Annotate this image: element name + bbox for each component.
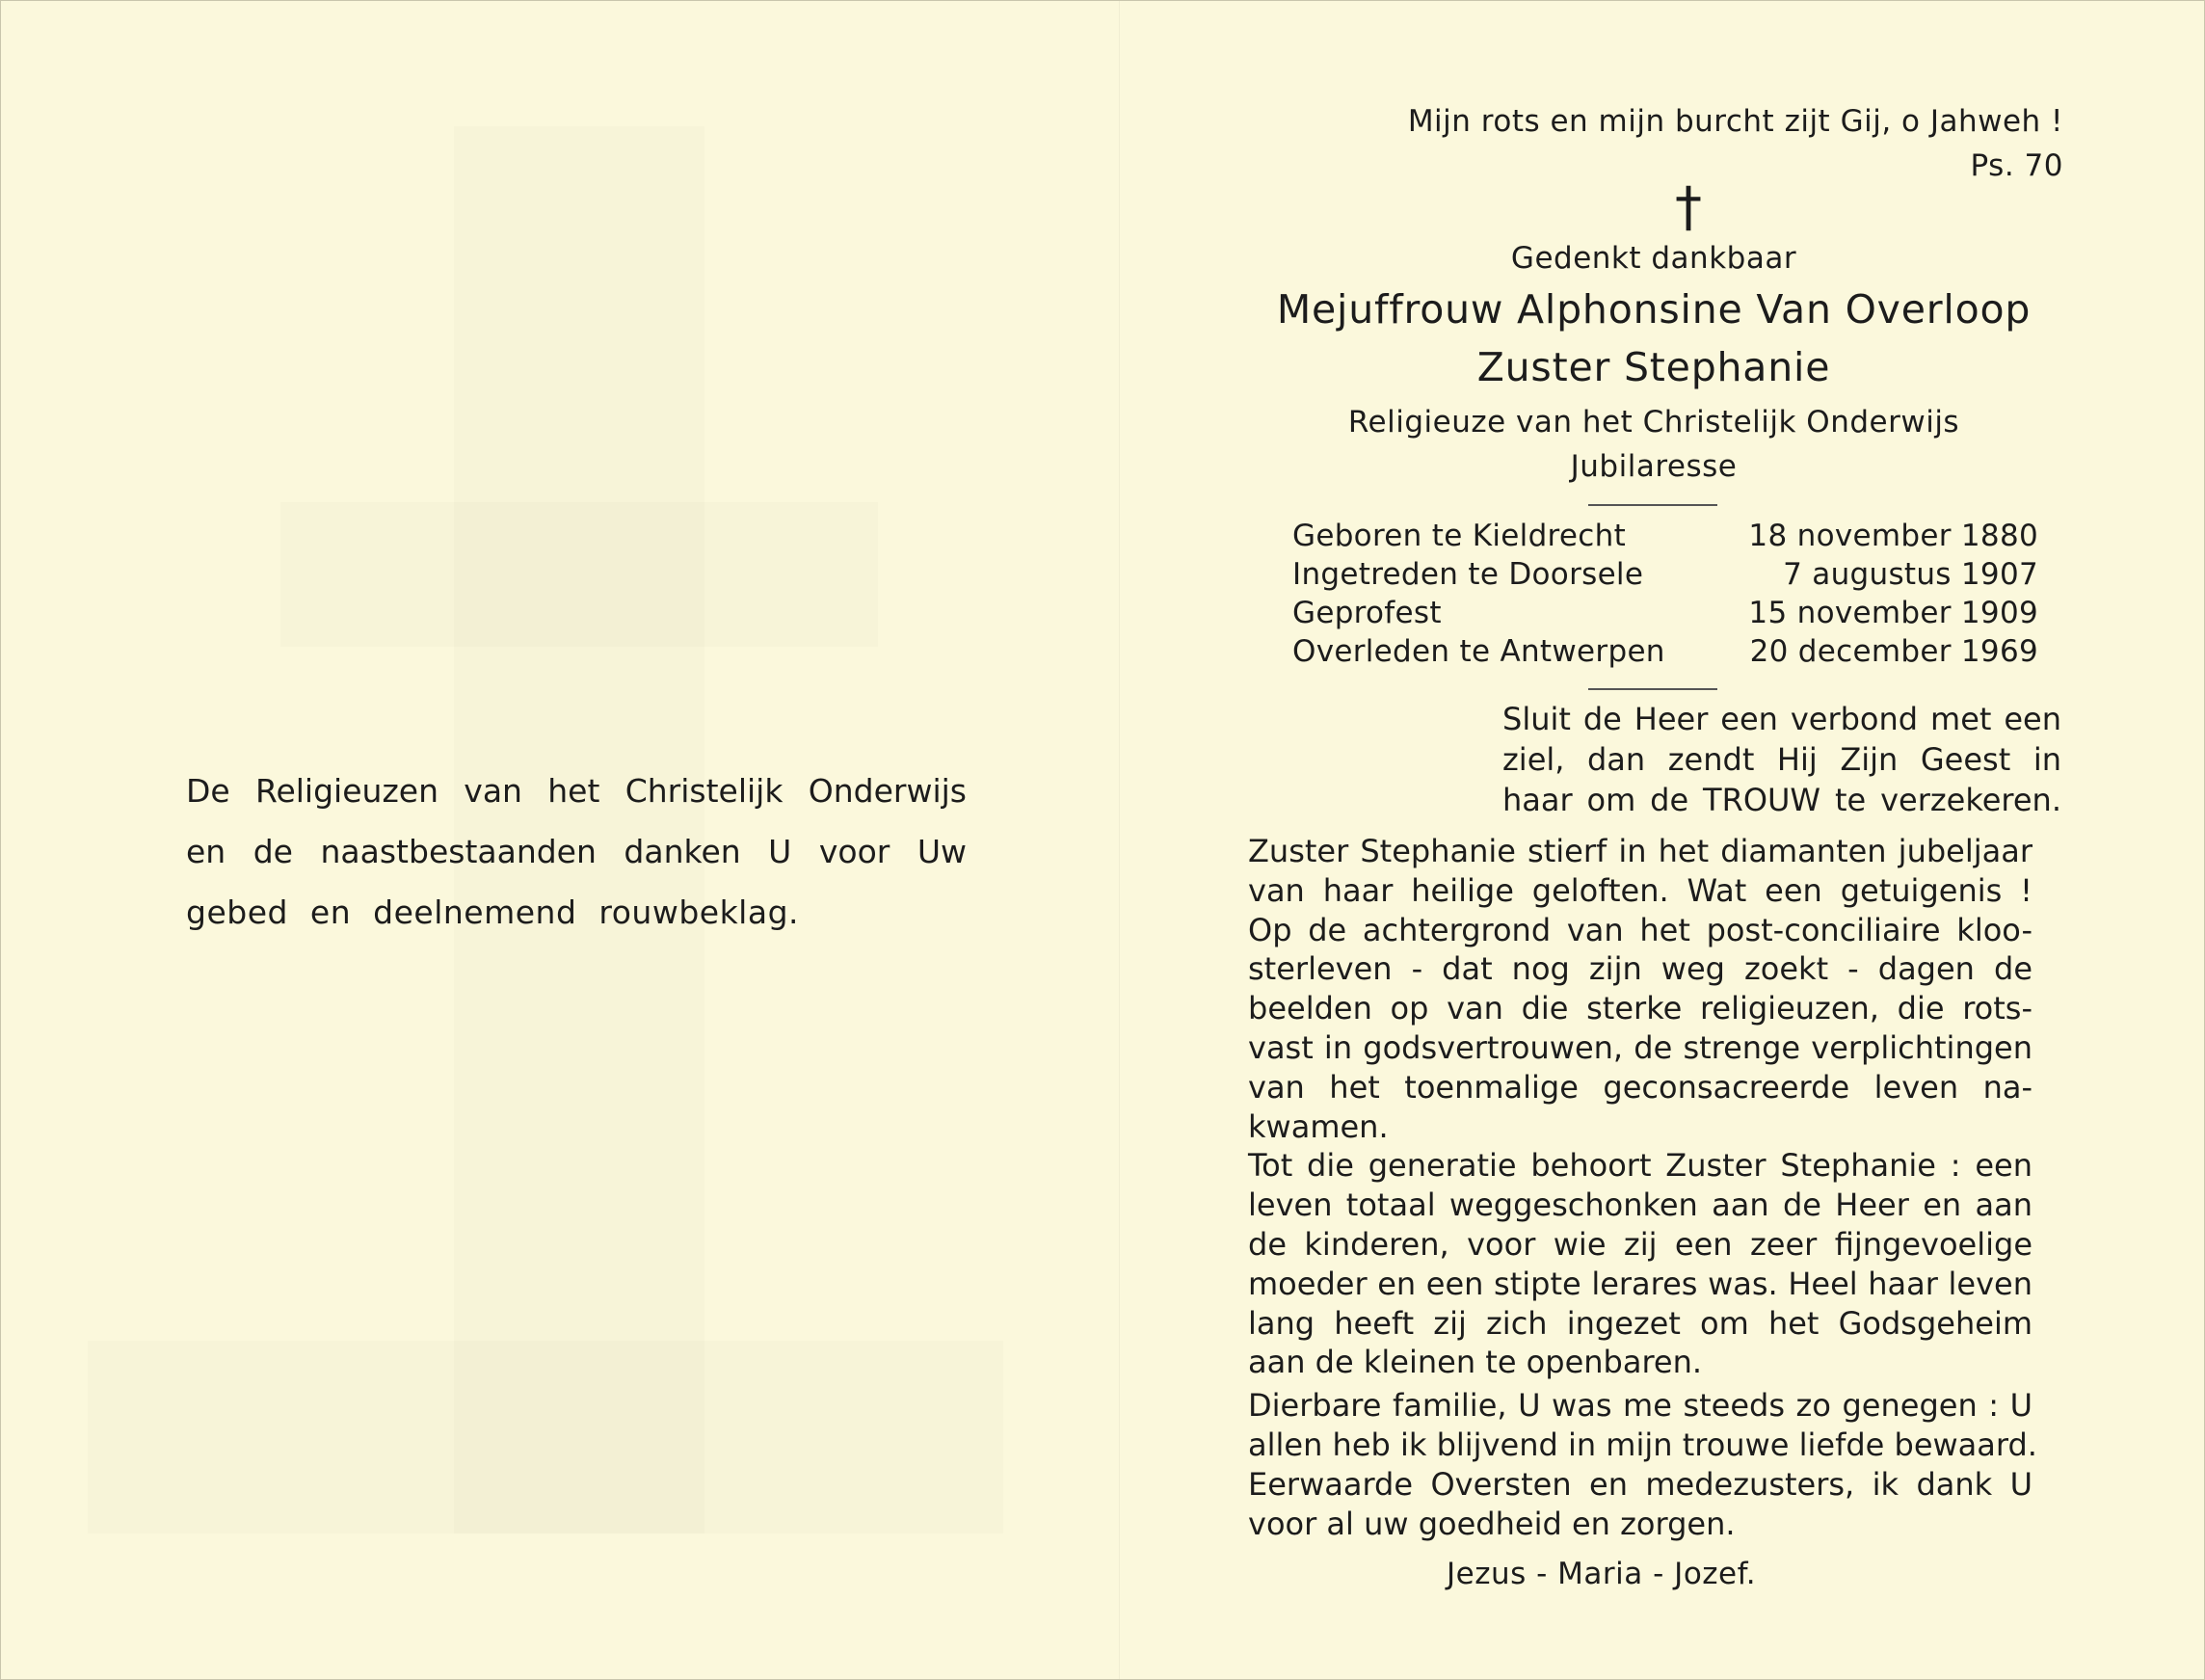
thanks-line: en de naastbestaanden danken U voor Uw: [186, 833, 967, 870]
body-line: van haar heilige geloften. Wat een getuigenis !: [1248, 871, 2032, 909]
watermark-shape: [88, 1341, 1003, 1533]
deceased-name: Mejuffrouw Alphonsine Van Overloop: [1276, 286, 2032, 333]
body-line: voor al uw goedheid en zorgen.: [1248, 1505, 1736, 1542]
body-line: moeder en een stipte lerares was. Heel haar leven: [1248, 1265, 2032, 1302]
body-line: lang heeft zij zich ingezet om het Godsgeheim: [1248, 1304, 2032, 1342]
quote-line: Sluit de Heer een verbond met een: [1502, 701, 2061, 737]
jubilee-title: Jubilaresse: [1570, 449, 1738, 484]
body-line: Zuster Stephanie stierf in het diamanten jubeljaar: [1248, 833, 2032, 869]
body-line: vast in godsvertrouwen, de strenge verplichtingen: [1248, 1028, 2032, 1066]
quote-line: ziel, dan zendt Hij Zijn Geest in: [1502, 741, 2061, 778]
date-row: [1292, 632, 2038, 671]
date-event: Geboren te Kieldrecht: [1292, 519, 1627, 553]
date-row: [1292, 555, 2038, 594]
body-line: allen heb ik blijvend in mijn trouwe liefde bewaard.: [1248, 1426, 2037, 1463]
date-value: 20 december 1969: [1749, 634, 2038, 669]
quote-line: haar om de TROUW te verzekeren.: [1502, 782, 2061, 818]
body-line: aan de kleinen te openbaren.: [1248, 1344, 1703, 1381]
body-line: leven totaal weggeschonken aan de Heer en aan: [1248, 1187, 2032, 1224]
life-dates: [1292, 517, 2038, 671]
date-value: 18 november 1880: [1748, 519, 2038, 553]
date-event: Ingetreden te Doorsele: [1292, 557, 1644, 592]
bible-verse: Mijn rots en mijn burcht zijt Gij, o Jahweh !: [1407, 104, 2063, 139]
thanks-text: [186, 760, 967, 943]
body-line: van het toenmalige geconsacreerde leven na-: [1248, 1068, 2032, 1106]
body-line: de kinderen, voor wie zij een zeer fijngevoelige: [1248, 1225, 2032, 1263]
closing-invocation: Jezus - Maria - Jozef.: [1447, 1557, 1757, 1591]
date-row: [1292, 517, 2038, 555]
body-line: Op de achtergrond van het post-conciliaire kloo-: [1248, 911, 2032, 948]
date-event: Overleden te Antwerpen: [1292, 634, 1665, 669]
religious-name: Zuster Stephanie: [1476, 344, 1831, 390]
date-value: 15 november 1909: [1748, 596, 2038, 630]
body-line: beelden op van die sterke religieuzen, die rots-: [1248, 990, 2032, 1027]
watermark-shape: [280, 502, 878, 647]
thanks-line: De Religieuzen van het Christelijk Onderwijs: [186, 772, 967, 810]
body-line: kwamen.: [1248, 1107, 1389, 1145]
body-line: Eerwaarde Oversten en medezusters, ik dank U: [1248, 1465, 2032, 1503]
obituary-text: [1248, 832, 2037, 1543]
date-event: Geprofest: [1292, 596, 1442, 630]
religious-order: Religieuze van het Christelijk Onderwijs: [1347, 405, 1960, 440]
cross-icon: †: [1675, 176, 1702, 239]
remember-heading: Gedenkt dankbaar: [1510, 241, 1797, 276]
divider: [1588, 688, 1717, 690]
date-value: 7 augustus 1907: [1783, 557, 2038, 592]
body-line: sterleven - dat nog zijn weg zoekt - dagen de: [1248, 950, 2032, 988]
body-line: Dierbare familie, U was me steeds zo genegen : U: [1248, 1387, 2032, 1425]
thanks-line: gebed en deelnemend rouwbeklag.: [186, 893, 800, 931]
card-fold: [1119, 1, 1120, 1679]
body-line: Tot die generatie behoort Zuster Stephanie : een: [1248, 1147, 2032, 1185]
divider: [1588, 504, 1717, 506]
verse-source: Ps. 70: [1970, 148, 2063, 183]
date-row: [1292, 594, 2038, 632]
scripture-quote: [1502, 699, 2061, 820]
